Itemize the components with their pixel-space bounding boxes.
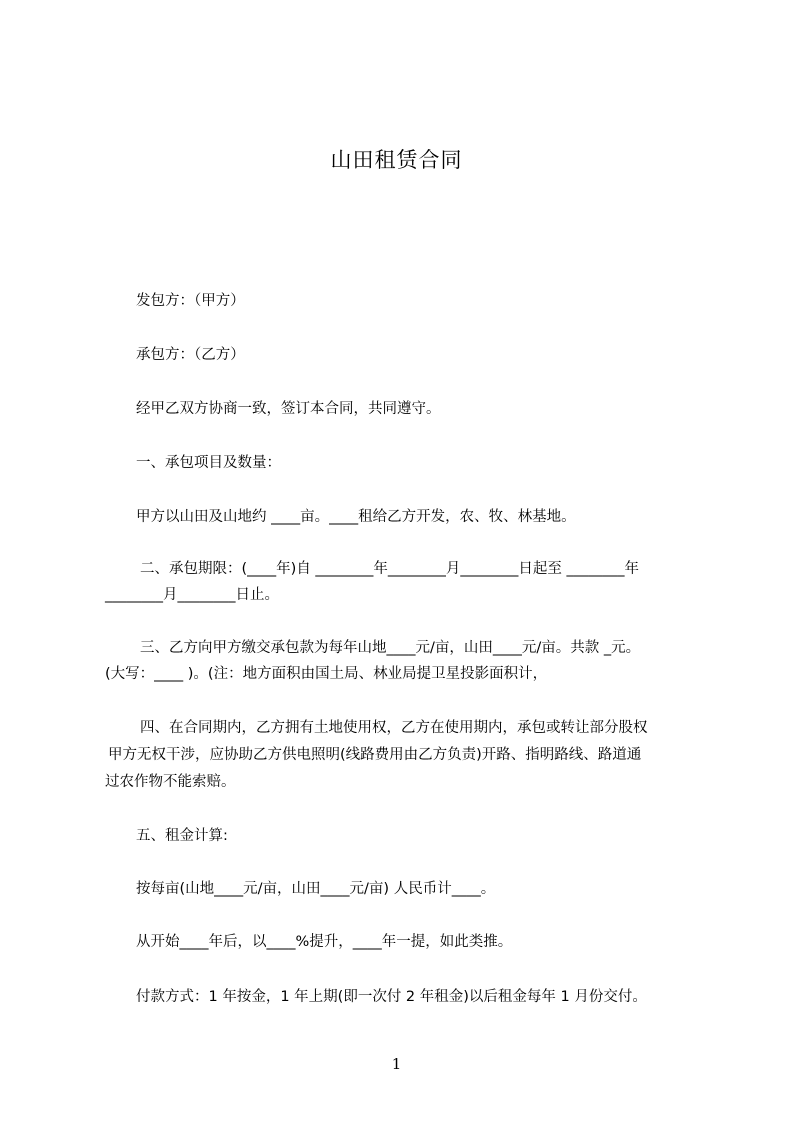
intro-paragraph: 经甲乙双方协商一致，签订本合同，共同遵守。 [136,401,441,417]
party-b-line: 承包方：（乙方） [136,347,245,363]
section4-line3: 过农作物不能索赔。 [105,774,236,790]
section4-line2: 甲方无权干涉，应协助乙方供电照明(线路费用由乙方负责)开路、指明路线、路道通 [108,747,642,763]
section4-line1: 四、在合同期内，乙方拥有土地使用权，乙方在使用期内，承包或转让部分股权 [140,720,648,736]
section5-heading: 五、租金计算: [136,828,228,844]
section5-payment-line: 付款方式：1 年按金，1 年上期(即一次付 2 年租金)以后租金每年 1 月份交付。 [136,989,647,1005]
section3-line2: (大写：____ )。(注：地方面积由国土局、林业局提卫星投影面积计， [105,666,548,682]
section1-heading: 一、承包项目及数量： [136,455,281,471]
section2-line2: ________月________日止。 [105,587,279,603]
page-number: 1 [391,1055,402,1073]
section5-rate-line: 按每亩(山地____元/亩，山田____元/亩) 人民币计____。 [136,881,496,897]
section2-line1: 二、承包期限：(____年)自 ________年________月________日起至 ________年 [140,561,640,577]
party-a-line: 发包方：（甲方） [136,293,245,309]
section3-line1: 三、乙方向甲方缴交承包款为每年山地____元/亩，山田____元/亩。共款 _元。 [140,640,641,656]
section5-increase-line: 从开始____年后，以____%提升，____年一提，如此类推。 [136,934,513,950]
document-title: 山田租赁合同 [330,148,463,172]
section1-body: 甲方以山田及山地约 ____亩。____租给乙方开发，农、牧、林基地。 [136,509,576,525]
